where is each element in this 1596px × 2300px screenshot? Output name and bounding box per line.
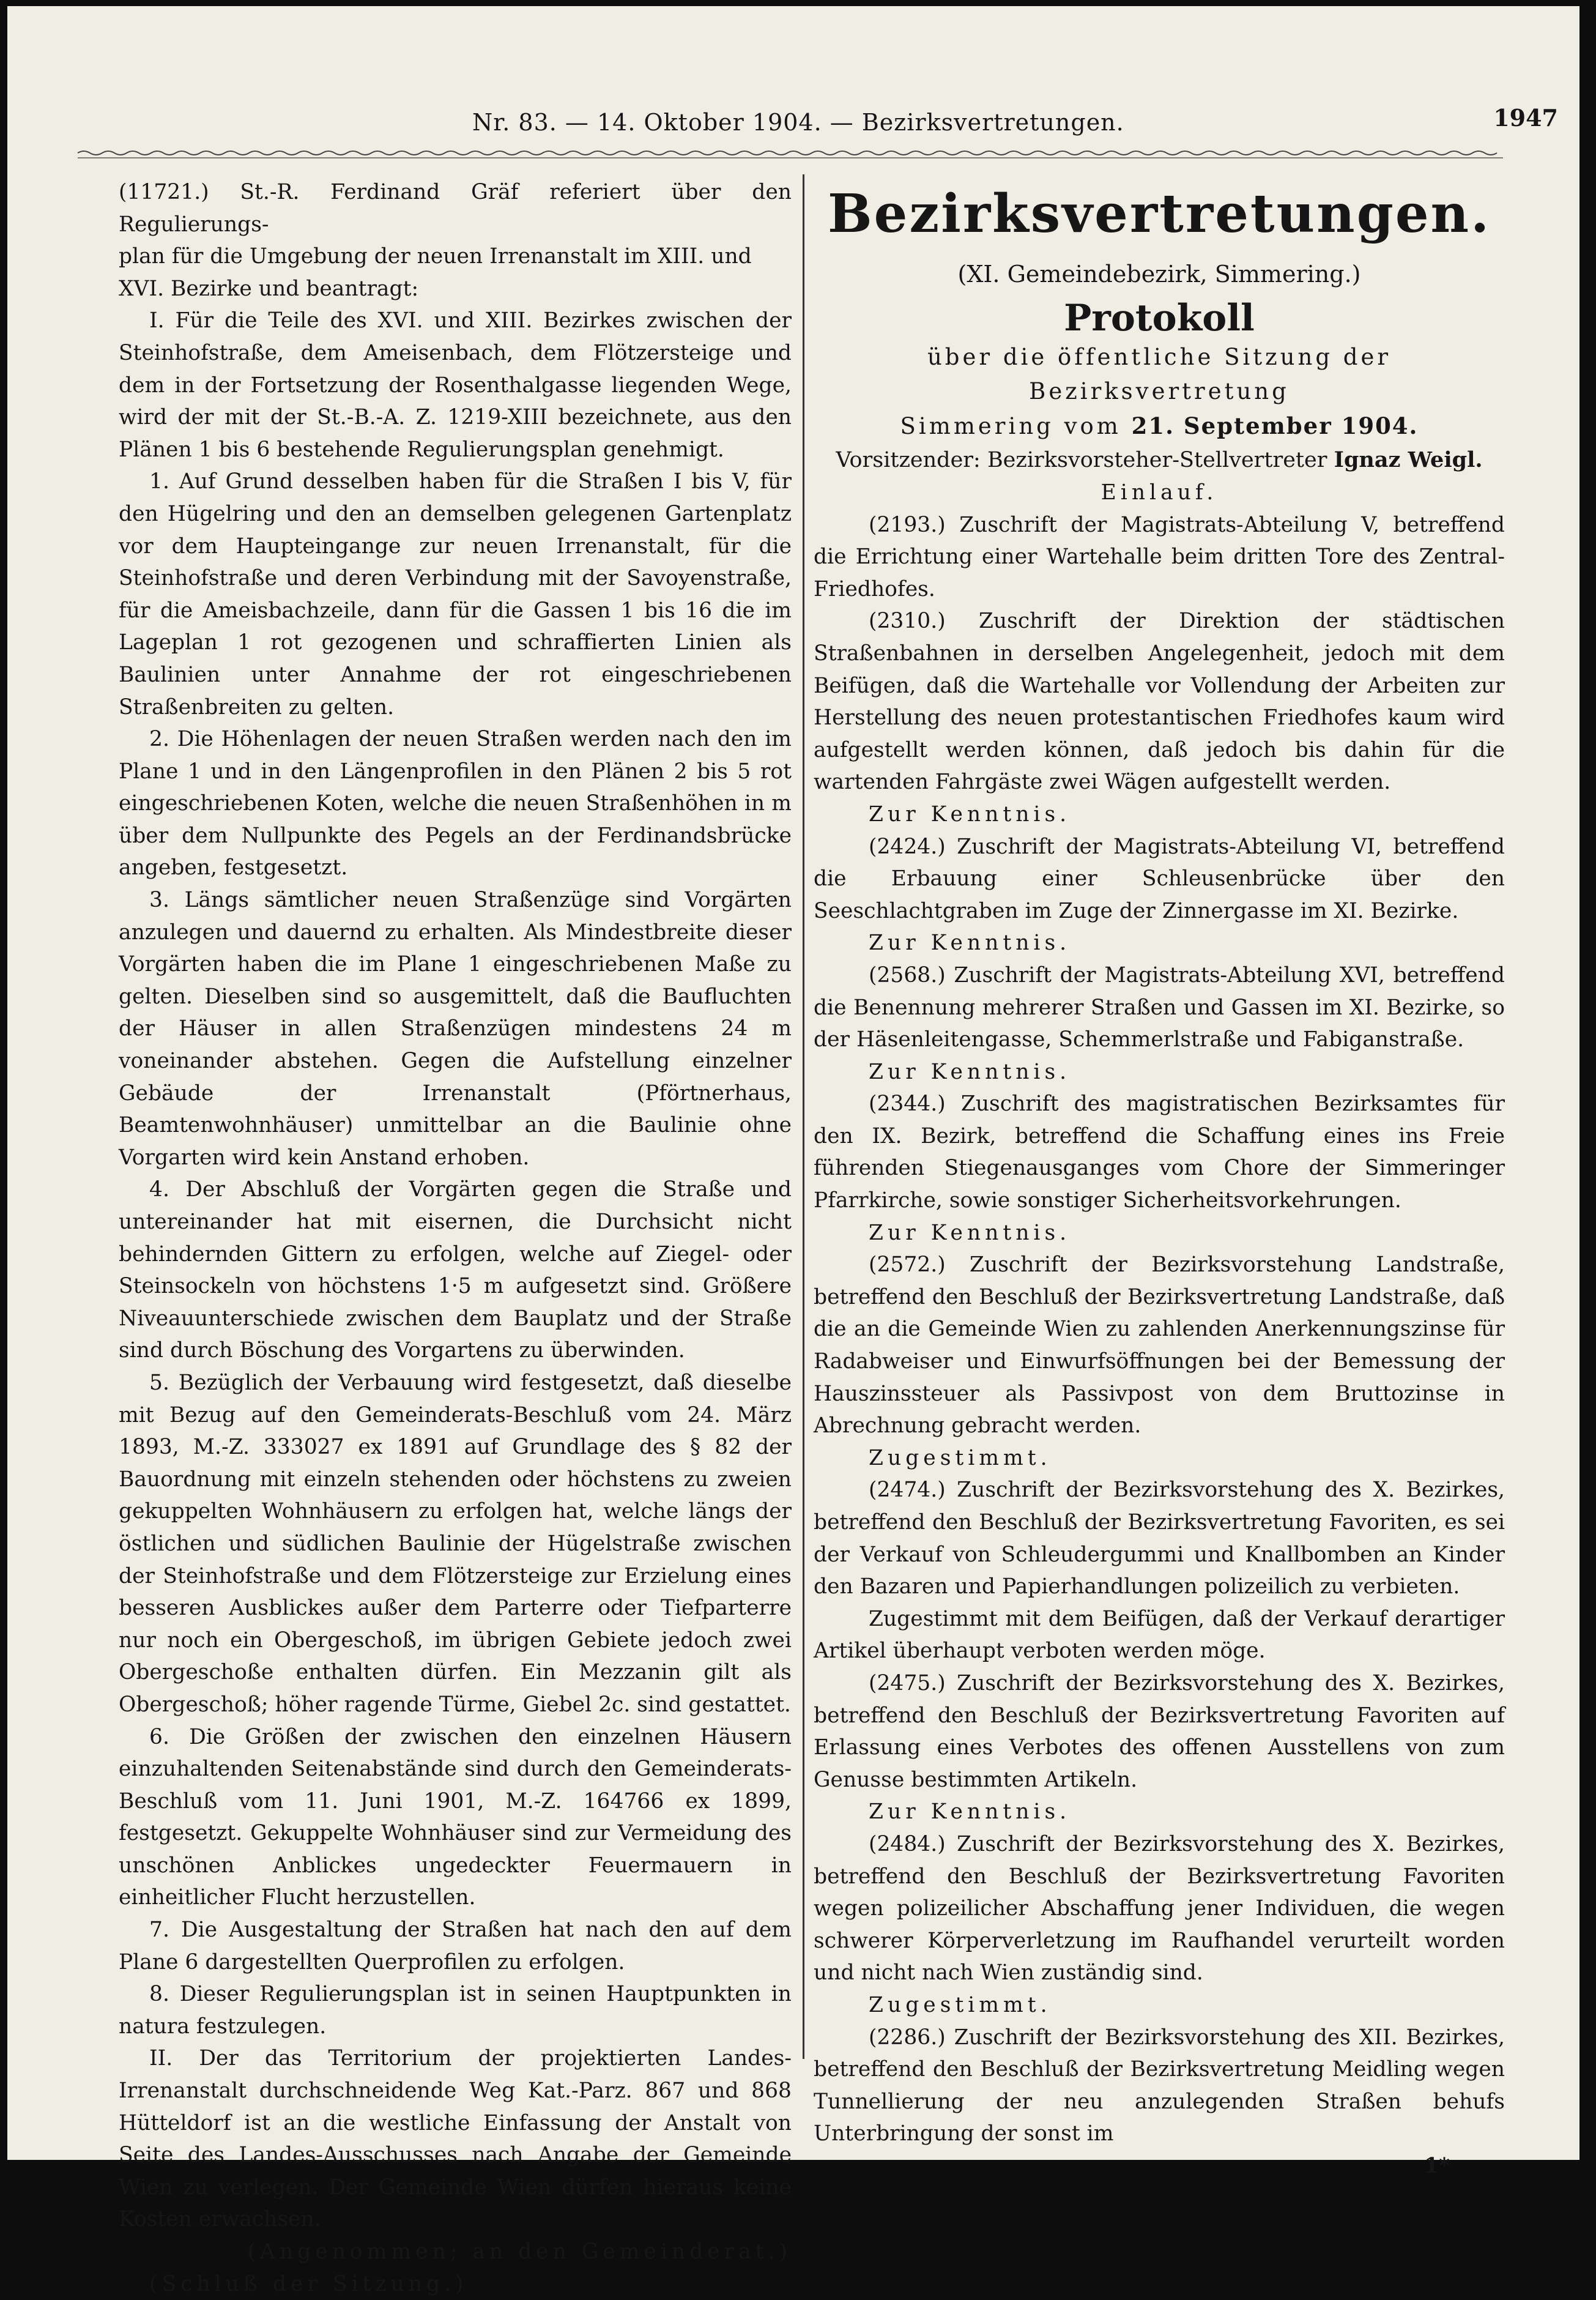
page-number: 1947	[1493, 104, 1558, 132]
entry: (2310.) Zuschrift der Direktion der städtischen Straßenbahnen in derselben Angelegenheit, jedoch mit dem Beifügen, daß die Wartehalle vor Vollendung der Arbeiten zur Herstellung des neuen protestantischen Friedhofes kaum wird aufgestellt werden können, daß jedoch bis dahin für die wartenden Fahrgäste zwei Wägen aufgestellt werden.	[814, 609, 1505, 795]
paragraph: 3. Längs sämtlicher neuen Straßenzüge sind Vorgärten anzulegen und dauernd zu erhalten. Als Mindestbreite dieser Vorgärten haben die im Plane 1 eingeschriebenen Maße zu gelten. Dieselben sind so ausgemittelt, daß die Baufluchten der Häuser in allen Straßenzügen mindestens 24 m voneinander abstehen. Gegen die Aufstellung einzelner Gebäude der Irrenanstalt (Pförtnerhaus, Beamtenwohnhäuser) unmittelbar an die Baulinie ohne Vorgarten wird kein Anstand erhoben.	[119, 888, 792, 1170]
decorative-rule	[78, 148, 1503, 162]
protocol-line: über die öffentliche Sitzung der Bezirksvertretung	[927, 344, 1392, 404]
entry-decision: Zur Kenntnis.	[869, 1059, 1071, 1084]
resolution-note: (Angenommen; an den Gemeinderat.)	[247, 2239, 792, 2264]
entry: (2193.) Zuschrift der Magistrats-Abteilung V, betreffend die Errichtung einer Wartehalle beim dritten Tore des Zentral-Friedhofes.	[814, 512, 1505, 601]
entry-decision: Zugestimmt.	[869, 1445, 1052, 1470]
chair-line	[814, 444, 1505, 477]
entry: (2344.) Zuschrift des magistratischen Bezirksamtes für den IX. Bezirk, betreffend die Schaffung eines ins Freie führenden Stiegenausganges vom Chore der Simmeringer Pfarrkirche, sowie sonstiger Sicherheitsvorkehrungen.	[814, 1092, 1505, 1213]
entry: (2568.) Zuschrift der Magistrats-Abteilung XVI, betreffend die Benennung mehrerer Straßen und Gassen im XI. Bezirke, so der Häsenleitengasse, Schemmerlstraße und Fabiganstraße.	[814, 962, 1505, 1052]
section-title: Bezirksvertretungen.	[827, 183, 1491, 245]
paragraph: 1. Auf Grund desselben haben für die Straßen I bis V, für den Hügelring und den an demselben gelegenen Gartenplatz vor dem Haupteingange zur neuen Irrenanstalt, für die Steinhofstraße und deren Verbindung mit der Savoyenstraße, für die Ameisbachzeile, dann für die Gassen 1 bis 16 die im Lageplan 1 rot gezogenen und schraffierten Linien als Baulinien unter Annahme der rot eingeschriebenen Straßenbreiten zu gelten.	[119, 469, 792, 720]
entry-decision: Zur Kenntnis.	[869, 931, 1071, 956]
protocol-prefix: Simmering vom	[900, 413, 1121, 439]
entry: (2286.) Zuschrift der Bezirksvorstehung des XII. Bezirkes, betreffend den Beschluß der Bezirksvertretung Meidling wegen Tunnellierung der neu anzulegenden Straßen behufs Unterbringung der sonst im	[814, 2025, 1505, 2146]
paragraph: 4. Der Abschluß der Vorgärten gegen die Straße und untereinander hat mit eisernen, die Durchsicht nicht behindernden Gittern zu erfolgen, welche auf Ziegel- oder Steinsockeln von höchstens 1·5 m aufgesetzt sind. Größere Niveauunterschiede zwischen dem Bauplatz und der Straße sind durch Böschung des Vorgartens zu überwinden.	[119, 1177, 792, 1363]
entry: (2474.) Zuschrift der Bezirksvorstehung des X. Bezirkes, betreffend den Beschluß der Bezirksvertretung Favoriten, es sei der Verkauf von Schleudergummi und Knallbomben an Kinder den Bazaren und Papierhandlungen polizeilich zu verbieten.	[814, 1478, 1505, 1599]
page-header	[7, 98, 1579, 141]
entry-decision: Zugestimmt.	[869, 1992, 1052, 2017]
entry-decision: Zugestimmt mit dem Beifügen, daß der Verkauf derartiger Artikel überhaupt verboten werden möge.	[814, 1606, 1505, 1664]
entry-decision: Zur Kenntnis.	[869, 802, 1071, 827]
incoming-heading: Einlauf.	[1100, 480, 1218, 505]
entry: (2572.) Zuschrift der Bezirksvorstehung Landstraße, betreffend den Beschluß der Bezirksvertretung Landstraße, daß die an die Gemeinde Wien zu zahlenden Anerkennungszinse für Radabweiser und Einwurfsöffnungen bei der Bemessung der Hauszinssteuer als Passivpost von dem Bruttozinse in Abrechnung gebracht werden.	[814, 1252, 1505, 1438]
entry: (2424.) Zuschrift der Magistrats-Abteilung VI, betreffend die Erbauung einer Schleusenbrücke über den Seeschlachtgraben im Zuge der Zinnergasse im XI. Bezirke.	[814, 834, 1505, 923]
intro-line: plan für die Umgebung der neuen Irrenanstalt im XIII. und	[119, 244, 752, 269]
signature-mark: 1*	[1423, 2153, 1450, 2178]
column-divider	[803, 174, 804, 2059]
paragraph: I. Für die Teile des XVI. und XIII. Bezirkes zwischen der Steinhofstraße, dem Ameisenbach, dem Flötzersteige und dem in der Fortsetzung der Rosenthalgasse liegenden Wege, wird der mit der St.-B.-A. Z. 1219-XIII bezeichnete, aus den Plänen 1 bis 6 bestehende Regulierungsplan genehmigt.	[119, 308, 792, 462]
chair-name: Ignaz Weigl.	[1334, 447, 1483, 472]
closing-note: (Schluß der Sitzung.)	[149, 2271, 468, 2296]
paragraph: 5. Bezüglich der Verbauung wird festgesetzt, daß dieselbe mit Bezug auf den Gemeinderats-Beschluß vom 24. März 1893, M.-Z. 333027 ex 1891 auf Grundlage des § 82 der Bauordnung mit einzeln stehenden oder höchstens zu zweien gekuppelten Wohnhäusern zu erfolgen hat, welche längs der östlichen und südlichen Baulinie der Hügelstraße zwischen der Steinhofstraße und dem Flötzersteige zur Erzielung eines besseren Ausblickes außer dem Parterre oder Tiefparterre nur noch ein Obergeschoß, im übrigen Gebiete jedoch zwei Obergeschoße enthalten dürfen. Ein Mezzanin gilt als Obergeschoß; höher ragende Türme, Giebel 2c. sind gestattet.	[119, 1370, 792, 1717]
left-column	[119, 176, 792, 2300]
entry: (2484.) Zuschrift der Bezirksvorstehung des X. Bezirkes, betreffend den Beschluß der Bezirksvertretung Favoriten wegen polizeilicher Abschaffung jener Individuen, die wegen schwerer Körperverletzung im Raufhandel verurteilt worden und nicht nach Wien zuständig sind.	[814, 1831, 1505, 1986]
district-subtitle: (XI. Gemeindebezirk, Simmering.)	[957, 261, 1361, 288]
right-column	[814, 176, 1505, 2182]
intro-line: XVI. Bezirke und beantragt:	[119, 276, 419, 301]
protocol-date: 21. September 1904.	[1131, 412, 1419, 439]
issue-line: Nr. 83. — 14. Oktober 1904. — Bezirksvertretungen.	[472, 109, 1124, 136]
entry-decision: Zur Kenntnis.	[869, 1220, 1071, 1245]
paragraph: 6. Die Größen der zwischen den einzelnen Häusern einzuhaltenden Seitenabstände sind durch den Gemeinderats-Beschluß vom 11. Juni 1901, M.-Z. 164766 ex 1899, festgesetzt. Gekuppelte Wohnhäuser sind zur Vermeidung des unschönen Anblickes ungedeckter Feuermauern in einheitlicher Flucht herzustellen.	[119, 1724, 792, 1910]
chair-label: Vorsitzender: Bezirksvorsteher-Stellvertreter	[836, 448, 1327, 472]
entry: (2475.) Zuschrift der Bezirksvorstehung des X. Bezirkes, betreffend den Beschluß der Bezirksvertretung Favoriten auf Erlassung eines Verbotes des offenen Ausstellens von zum Genusse bestimmten Artikeln.	[814, 1670, 1505, 1792]
paragraph: 7. Die Ausgestaltung der Straßen hat nach den auf dem Plane 6 dargestellten Querprofilen zu erfolgen.	[119, 1918, 792, 1974]
intro-line: (11721.) St.-R. Ferdinand Gräf referiert über den Regulierungs-	[119, 180, 792, 237]
paragraph: II. Der das Territorium der projektierten Landes-Irrenanstalt durchschneidende Weg Kat.-Parz. 867 und 868 Hütteldorf ist an die westliche Einfassung der Anstalt von Seite des Landes-Ausschusses nach Angabe der Gemeinde Wien zu verlegen. Der Gemeinde Wien dürfen hieraus keine Kosten erwachsen.	[119, 2046, 792, 2232]
protocol-line	[814, 409, 1505, 444]
entry-decision: Zur Kenntnis.	[869, 1799, 1071, 1825]
newspaper-page	[7, 6, 1579, 2296]
paragraph: 8. Dieser Regulierungsplan ist in seinen Hauptpunkten in natura festzulegen.	[119, 1982, 792, 2039]
paragraph: 2. Die Höhenlagen der neuen Straßen werden nach den im Plane 1 und in den Längenprofilen in den Plänen 2 bis 5 rot eingeschriebenen Koten, welche die neuen Straßenhöhen in m über dem Nullpunkte des Pegels an der Ferdinandsbrücke angeben, festgesetzt.	[119, 727, 792, 880]
protocol-title: Protokoll	[1064, 297, 1255, 340]
